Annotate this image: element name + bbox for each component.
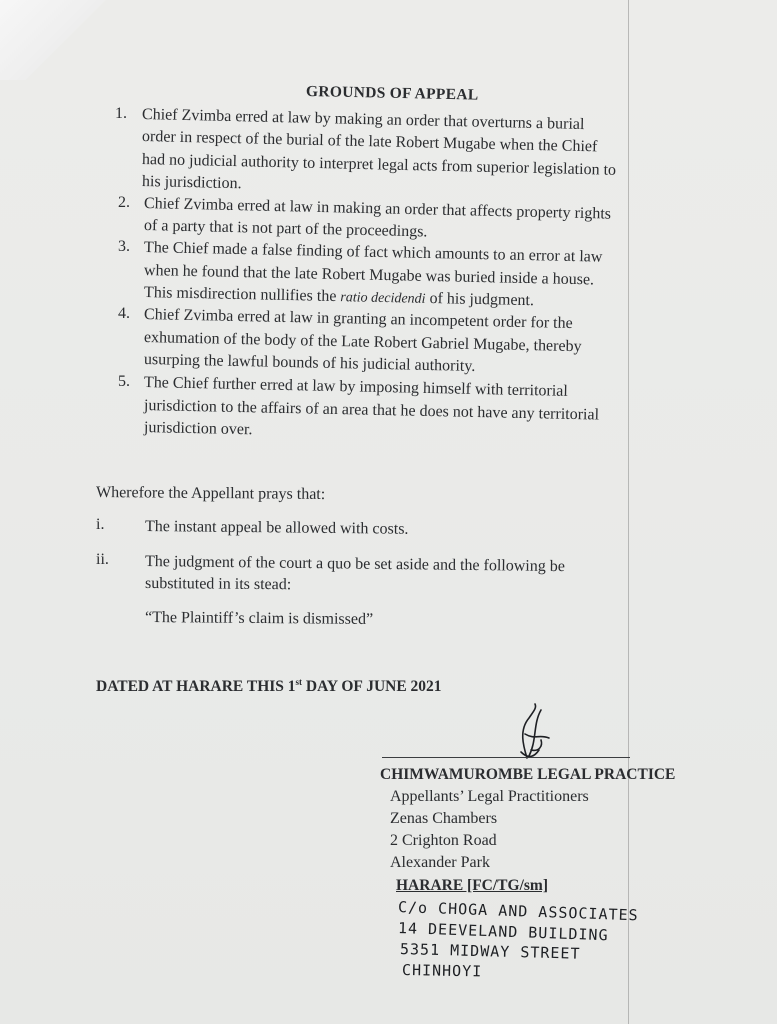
ground-4-line-2: exhumation of the body of the Late Robert Gabriel Mugabe, thereby [143, 329, 582, 356]
handwritten-line-1: C/o CHOGA AND ASSOCIATES [397, 898, 639, 925]
ground-5-line-3: jurisdiction over. [143, 419, 253, 439]
dated-line [96, 672, 442, 697]
ground-3-line-3-end: of his judgment. [425, 289, 535, 310]
firm-line-3: 2 Crighton Road [390, 832, 497, 849]
ratio-decidendi-italic: ratio decidendi [340, 290, 426, 307]
prayer-intro: Wherefore the Appellant prays that: [95, 484, 326, 504]
ground-4-line-1: Chief Zvimba erred at law in granting an incompetent order for the [143, 306, 573, 332]
handwritten-line-3: 5351 MIDWAY STREET [399, 940, 581, 963]
firm-line-2: Zenas Chambers [390, 810, 498, 827]
page-crease [628, 0, 629, 1024]
prayer-item-2-numeral: ii. [96, 551, 109, 568]
ground-5-number: 5. [118, 373, 130, 390]
handwritten-line-4: CHINHOYI [401, 961, 483, 981]
signature [505, 700, 565, 760]
ground-3-line-1: The Chief made a false finding of fact which amounts to an error at law [143, 239, 603, 266]
prayer-item-1-numeral: i. [96, 516, 105, 533]
ground-4-line-3: usurping the lawful bounds of his judicial authority. [143, 351, 476, 375]
document-title: GROUNDS OF APPEAL [305, 83, 479, 104]
ground-1-number: 1. [115, 105, 127, 122]
firm-line-4: Alexander Park [390, 854, 490, 871]
handwritten-line-2: 14 DEEVELAND BUILDING [397, 919, 609, 945]
ground-1-line-1: Chief Zvimba erred at law by making an order that overturns a burial [141, 106, 585, 134]
folded-corner [0, 0, 110, 80]
ground-1-line-4: his jurisdiction. [141, 173, 242, 193]
ground-1-line-2: order in respect of the burial of the late Robert Mugabe when the Chief [141, 128, 598, 156]
dated-text: DATED AT HARARE THIS 1 [96, 678, 296, 696]
ground-2-line-2: of a party that is not part of the proceedings. [143, 217, 428, 241]
prayer-item-2-line-1: The judgment of the court a quo be set aside and the following be [144, 553, 565, 576]
ground-5-line-1: The Chief further erred at law by imposing himself with territorial [143, 374, 568, 400]
dated-month-year: DAY OF JUNE 2021 [302, 678, 442, 696]
firm-line-1: Appellants’ Legal Practitioners [390, 788, 589, 805]
ground-2-number: 2. [118, 194, 130, 211]
ground-4-number: 4. [118, 305, 130, 322]
ground-3-line-3-text: This misdirection nullifies the [143, 284, 341, 306]
firm-name: CHIMWAMUROMBE LEGAL PRACTICE [380, 766, 676, 783]
signature-line [382, 757, 630, 758]
ground-3-number: 3. [118, 238, 130, 255]
ground-3-line-2: when he found that the late Robert Mugabe was buried inside a house. [143, 262, 595, 289]
ground-5-line-2: jurisdiction to the affairs of an area that he does not have any territorial [143, 397, 600, 424]
ground-2-line-1: Chief Zvimba erred at law in making an order that affects property rights [143, 195, 612, 223]
prayer-item-2-line-2: substituted in its stead: [144, 575, 292, 594]
firm-reference: HARARE [FC/TG/sm] [396, 877, 548, 894]
prayer-quote: “The Plaintiff’s claim is dismissed” [144, 609, 374, 628]
dated-ordinal: st [295, 677, 303, 687]
prayer-item-1-text: The instant appeal be allowed with costs. [144, 518, 409, 538]
ground-1-line-3: had no judicial authority to interpret legal acts from superior legislation to [141, 151, 617, 179]
